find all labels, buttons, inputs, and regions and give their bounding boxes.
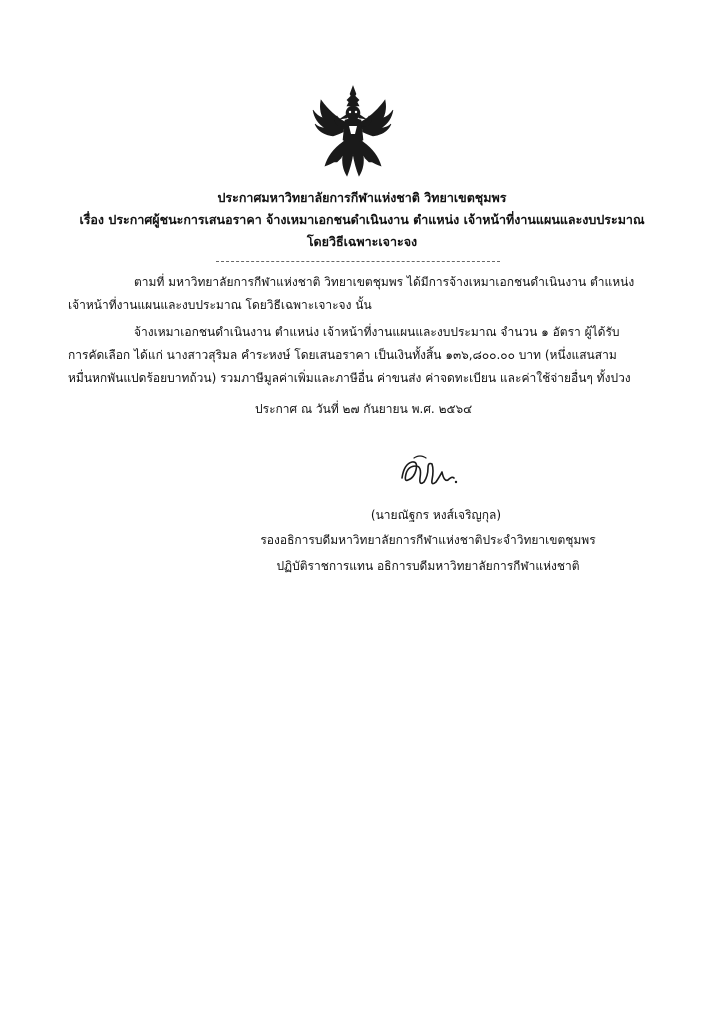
handwritten-signature-icon xyxy=(398,452,460,492)
paragraph-1-line-2: เจ้าหน้าที่งานแผนและงบประมาณ โดยวิธีเฉพาะเจาะจง นั้น xyxy=(68,298,372,312)
paragraph-2-line-3: หมื่นหกพันแปดร้อยบาทถ้วน) รวมภาษีมูลค่าเพิ่มและภาษีอื่น ค่าขนส่ง ค่าจดทะเบียน และค่าใช้จ่ายอื่นๆ ทั้งปวง xyxy=(68,371,631,385)
signer-name: (นายณัฐกร หงส์เจริญกุล) xyxy=(370,508,502,522)
signer-acting-position: ปฏิบัติราชการแทน อธิการบดีมหาวิทยาลัยการกีฬาแห่งชาติ xyxy=(276,559,580,573)
announcement-subject: เรื่อง ประกาศผู้ชนะการเสนอราคา จ้างเหมาเอกชนดำเนินงาน ตำแหน่ง เจ้าหน้าที่งานแผนและงบประมาณ xyxy=(79,212,645,227)
garuda-emblem-icon xyxy=(303,82,403,182)
announcement-date: ประกาศ ณ วันที่ ๒๗ กันยายน พ.ศ. ๒๕๖๔ xyxy=(255,402,473,416)
signer-position: รองอธิการบดีมหาวิทยาลัยการกีฬาแห่งชาติประจำวิทยาเขตชุมพร xyxy=(260,533,596,547)
paragraph-2-line-2: การคัดเลือก ได้แก่ นางสาวสุริมล คำระหงษ์ โดยเสนอราคา เป็นเงินทั้งสิ้น ๑๓๖,๘๐๐.๐๐ บาท (หนึ่งแสนสาม xyxy=(68,348,617,362)
dashed-separator xyxy=(216,261,500,262)
paragraph-2-line-1: จ้างเหมาเอกชนดำเนินงาน ตำแหน่ง เจ้าหน้าที่งานแผนและงบประมาณ จำนวน ๑ อัตรา ผู้ได้รับ xyxy=(134,325,620,339)
paragraph-1-line-1: ตามที่ มหาวิทยาลัยการกีฬาแห่งชาติ วิทยาเขตชุมพร ได้มีการจ้างเหมาเอกชนดำเนินงาน ตำแหน่ง xyxy=(134,275,635,289)
announcement-subject-method: โดยวิธีเฉพาะเจาะจง xyxy=(306,234,418,249)
announcement-title: ประกาศมหาวิทยาลัยการกีฬาแห่งชาติ วิทยาเขตชุมพร xyxy=(217,190,507,205)
